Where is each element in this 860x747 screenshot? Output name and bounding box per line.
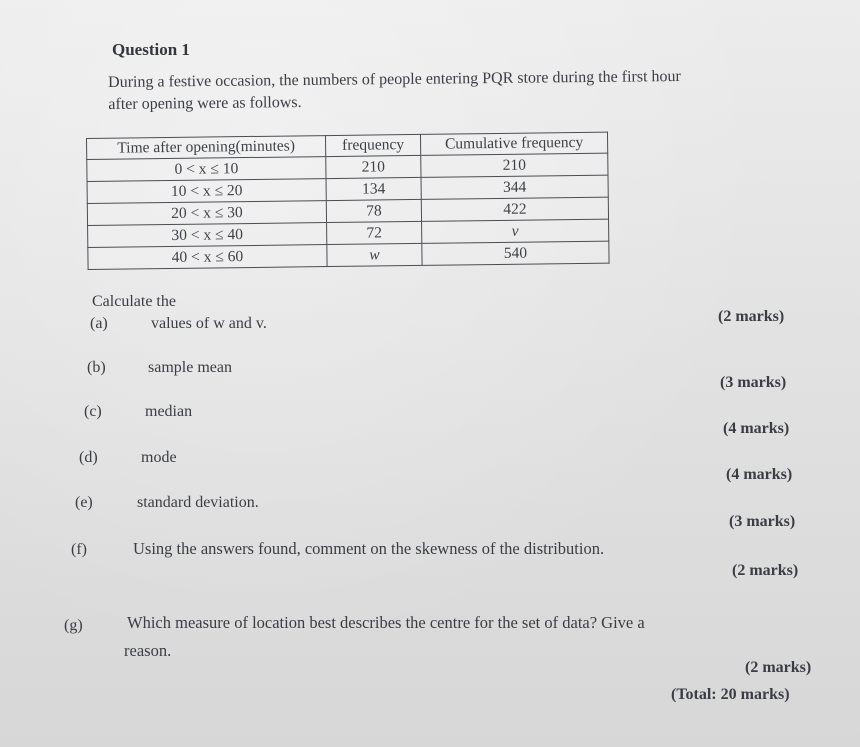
part-b-text: sample mean xyxy=(148,359,232,376)
part-f-text: Using the answers found, comment on the skewness of the distribution. xyxy=(133,539,605,558)
cell-time: 30 < x ≤ 40 xyxy=(88,223,327,248)
part-a-marks: (2 marks) xyxy=(718,308,785,325)
part-e-label: (e) xyxy=(75,494,93,511)
cell-cumulative: 344 xyxy=(421,175,608,199)
part-d-marks: (4 marks) xyxy=(726,466,793,483)
cell-time: 10 < x ≤ 20 xyxy=(87,179,326,204)
cell-frequency: 72 xyxy=(327,221,422,244)
cell-cumulative: 210 xyxy=(421,153,608,177)
part-b-label: (b) xyxy=(87,359,106,376)
part-c-marks: (4 marks) xyxy=(723,420,790,437)
part-e-marks: (3 marks) xyxy=(729,513,796,530)
cell-cumulative: 422 xyxy=(421,197,608,221)
part-e-text: standard deviation. xyxy=(137,494,259,511)
cell-frequency: 210 xyxy=(326,155,421,178)
cell-time: 20 < x ≤ 30 xyxy=(87,201,326,226)
calc-intro: Calculate the xyxy=(92,293,176,310)
part-g-label: (g) xyxy=(64,617,83,634)
total-marks: (Total: 20 marks) xyxy=(671,686,790,703)
header-time: Time after opening(minutes) xyxy=(87,136,326,160)
cell-time: 0 < x ≤ 10 xyxy=(87,157,326,182)
part-d-label: (d) xyxy=(79,449,98,466)
cell-frequency: 78 xyxy=(326,199,421,222)
part-c-text: median xyxy=(145,403,193,420)
cell-cumulative: 540 xyxy=(422,241,609,265)
part-g-marks: (2 marks) xyxy=(745,659,812,676)
cell-frequency: 134 xyxy=(326,177,421,200)
part-a-text: values of w and v. xyxy=(151,315,267,332)
frequency-table xyxy=(86,132,610,270)
question-title: Question 1 xyxy=(112,40,190,59)
part-c-label: (c) xyxy=(84,403,102,420)
part-g-text-line-1: Which measure of location best describes the centre for the set of data? Give a xyxy=(127,613,645,632)
cell-cumulative: v xyxy=(422,219,609,243)
part-g-text-line-2: reason. xyxy=(124,641,172,660)
part-b-marks: (3 marks) xyxy=(720,374,787,391)
header-cumulative-frequency: Cumulative frequency xyxy=(420,132,607,155)
intro-line-2: after opening were as follows. xyxy=(108,93,302,113)
header-frequency: frequency xyxy=(325,134,420,156)
cell-time: 40 < x ≤ 60 xyxy=(88,245,327,270)
question-intro xyxy=(108,66,681,116)
cell-frequency: w xyxy=(327,243,422,266)
intro-line-1: During a festive occasion, the numbers of people entering PQR store during the first hour xyxy=(108,68,681,91)
part-f-label: (f) xyxy=(71,541,87,558)
part-d-text: mode xyxy=(141,449,177,466)
part-a-label: (a) xyxy=(90,315,108,332)
part-f-marks: (2 marks) xyxy=(732,562,799,579)
